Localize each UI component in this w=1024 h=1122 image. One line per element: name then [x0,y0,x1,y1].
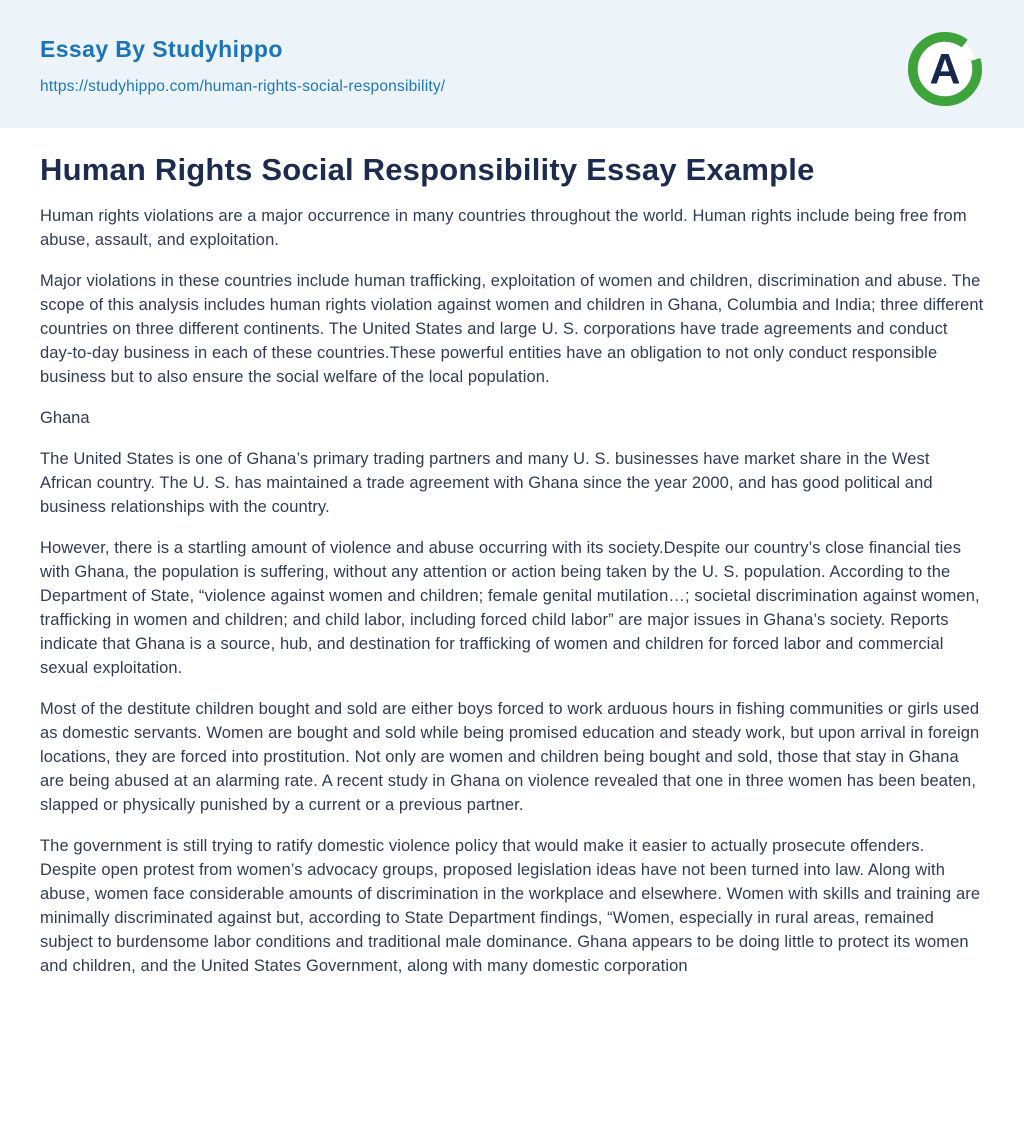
studyhippo-logo-icon [906,30,984,108]
header-text-block [40,28,445,96]
paragraph: The government is still trying to ratify domestic violence policy that would make it easier to actually prosecute offenders. Despite open protest from women’s advocacy groups, proposed legislation ideas have not been turned into law. Along with abuse, women face considerable amounts of discrimination in the workplace and elsewhere. Women with skills and training are minimally discriminated against but, according to State Department findings, “Women, especially in rural areas, remained subject to burdensome labor conditions and traditional male dominance. Ghana appears to be doing little to protect its women and children, and the United States Government, along with many domestic corporation [40,836,981,975]
essay-title: Human Rights Social Responsibility Essay Example [40,152,815,187]
paragraph: Major violations in these countries include human trafficking, exploitation of women and children, discrimination and abuse. The scope of this analysis includes human rights violation against women and children in Ghana, Columbia and India; three different countries on three different continents. The United States and large U. S. corporations have trade agreements and conduct day-to-day business in each of these countries.These powerful entities have an obligation to not only conduct responsible business but to also ensure the social welfare of the local population. [40,271,984,386]
essay-content [0,128,1024,1035]
logo-letter: A [929,45,961,94]
section-heading-ghana: Ghana [40,408,90,427]
site-title: Essay By Studyhippo [40,36,283,62]
paragraph: Most of the destitute children bought and sold are either boys forced to work arduous hours in fishing communities or girls used as domestic servants. Women are bought and sold while being promised education and steady work, but upon arrival in foreign locations, they are forced into prostitution. Not only are women and children being bought and sold, those that stay in Ghana are being abused at an alarming rate. A recent study in Ghana on violence revealed that one in three women has been beaten, slapped or physically punished by a current or a previous partner. [40,699,980,814]
paragraph: Human rights violations are a major occurrence in many countries throughout the world. Human rights include being free from abuse, assault, and exploitation. [40,206,967,249]
page-header [0,0,1024,128]
source-url-link[interactable]: https://studyhippo.com/human-rights-social-responsibility/ [40,78,446,95]
paragraph: However, there is a startling amount of violence and abuse occurring with its society.Despite our country’s close financial ties with Ghana, the population is suffering, without any attention or action being taken by the U. S. population. According to the Department of State, “violence against women and children; female genital mutilation…; societal discrimination against women, trafficking in women and children; and child labor, including forced child labor” are major issues in Ghana’s society. Reports indicate that Ghana is a source, hub, and destination for trafficking of women and children for forced labor and commercial sexual exploitation. [40,538,980,677]
paragraph: The United States is one of Ghana’s primary trading partners and many U. S. businesses have market share in the West African country. The U. S. has maintained a trade agreement with Ghana since the year 2000, and has good political and business relationships with the country. [40,449,933,516]
